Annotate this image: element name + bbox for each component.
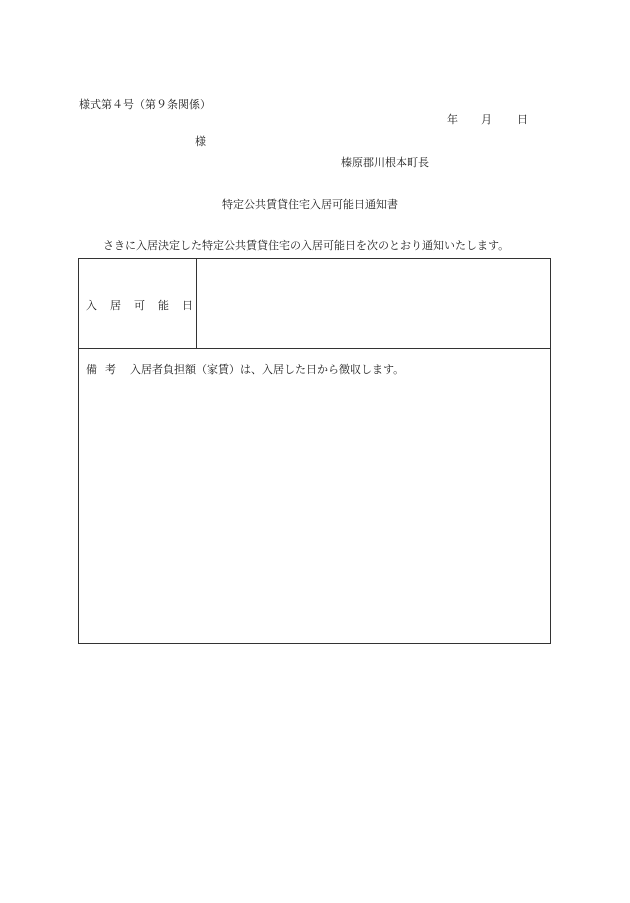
move-in-date-value-cell[interactable] [197, 259, 550, 348]
form-table [78, 258, 551, 644]
remarks-row [79, 349, 550, 643]
body-text: さきに入居決定した特定公共賃貸住宅の入居可能日を次のとおり通知いたします。 [103, 239, 510, 252]
remarks-text: 入居者負担額（家賃）は、入居した日から徴収します。 [130, 363, 405, 376]
year-label: 年 [447, 113, 458, 126]
month-label: 月 [481, 113, 492, 126]
issuer-name: 榛原郡川根本町長 [341, 156, 429, 169]
day-label: 日 [517, 113, 528, 126]
form-number: 様式第４号（第９条関係） [79, 98, 211, 111]
date-line [447, 111, 528, 127]
move-in-date-label-cell [79, 259, 206, 348]
remarks-label: 備考 [86, 363, 124, 376]
move-in-date-row [79, 259, 550, 349]
document-title: 特定公共賃貸住宅入居可能日通知書 [222, 198, 398, 211]
addressee-suffix: 様 [195, 135, 206, 148]
move-in-date-label: 入居可能日 [86, 299, 206, 312]
